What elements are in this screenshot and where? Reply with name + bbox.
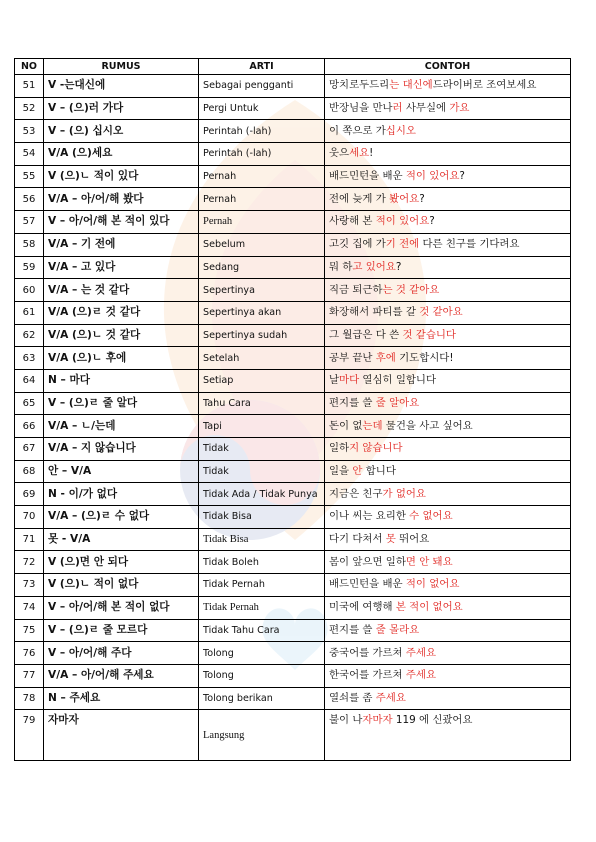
contoh-cell	[325, 664, 571, 687]
example-text: 전에 늦게 가	[329, 192, 390, 205]
example-text: 일을	[329, 465, 353, 478]
header-no: NO	[15, 59, 44, 75]
example-text: 편지를 쓸	[329, 396, 376, 409]
table-row	[15, 143, 571, 166]
table-row	[15, 528, 571, 551]
row-number: 57	[15, 211, 44, 234]
highlighted-grammar: 본 적이 없어요	[395, 601, 463, 614]
grammar-table-container	[14, 58, 570, 761]
row-number: 56	[15, 188, 44, 211]
example-text: 배드민턴을 배운	[329, 170, 406, 183]
row-number: 79	[15, 710, 44, 761]
row-number: 69	[15, 483, 44, 506]
row-number: 66	[15, 415, 44, 438]
arti-cell: Tidak Bisa	[199, 506, 325, 529]
table-row	[15, 75, 571, 98]
arti-cell: Tidak Ada / Tidak Punya	[199, 483, 325, 506]
highlighted-grammar: 고 있어요	[352, 260, 396, 273]
contoh-cell	[325, 279, 571, 302]
contoh-cell	[325, 301, 571, 324]
row-number: 65	[15, 392, 44, 415]
row-number: 74	[15, 596, 44, 619]
header-arti: ARTI	[199, 59, 325, 75]
rumus-cell: 못 - V/A	[44, 528, 199, 551]
example-text: 다른 친구를 기다려요	[419, 238, 520, 251]
example-text: 일하	[329, 442, 350, 455]
arti-cell: Tidak Tahu Cara	[199, 619, 325, 642]
contoh-cell	[325, 574, 571, 597]
arti-cell: Pernah	[199, 211, 325, 234]
arti-cell: Tolong berikan	[199, 687, 325, 710]
arti-cell: Perintah (-lah)	[199, 120, 325, 143]
rumus-cell: V (으)면 안 되다	[44, 551, 199, 574]
highlighted-grammar: 마다	[339, 374, 360, 387]
example-text: 다기 다쳐서	[329, 533, 386, 546]
highlighted-grammar: 기 전에	[385, 238, 420, 251]
contoh-cell	[325, 256, 571, 279]
example-text: 한국어를 가르쳐	[329, 669, 406, 682]
table-row	[15, 506, 571, 529]
example-text: 이 쪽으로 가	[329, 124, 386, 137]
highlighted-grammar: 것 같습니다	[402, 328, 456, 341]
contoh-cell	[325, 642, 571, 665]
highlighted-grammar: 는데	[362, 419, 383, 432]
arti-cell: Pernah	[199, 165, 325, 188]
arti-cell: Sebagai pengganti	[199, 75, 325, 98]
row-number: 54	[15, 143, 44, 166]
row-number: 73	[15, 574, 44, 597]
contoh-cell	[325, 506, 571, 529]
highlighted-grammar: 것 같아요	[419, 306, 463, 319]
rumus-cell: V/A – 고 있다	[44, 256, 199, 279]
highlighted-grammar: 면 안 돼요	[405, 555, 453, 568]
row-number: 76	[15, 642, 44, 665]
table-row	[15, 596, 571, 619]
arti-cell: Tidak Bisa	[199, 528, 325, 551]
contoh-cell	[325, 233, 571, 256]
row-number: 68	[15, 460, 44, 483]
highlighted-grammar: 가 없어요	[382, 487, 426, 500]
example-text: 망치로두드리	[329, 79, 390, 92]
highlighted-grammar: 후에	[375, 351, 396, 364]
row-number: 51	[15, 75, 44, 98]
row-number: 78	[15, 687, 44, 710]
example-text: 지금은 친구	[329, 487, 383, 500]
arti-cell: Tidak Boleh	[199, 551, 325, 574]
rumus-cell: V – 아/어/해 본 적이 없다	[44, 596, 199, 619]
example-text: 사무실에	[402, 102, 450, 115]
rumus-cell: V/A – 아/어/해 주세요	[44, 664, 199, 687]
example-text: 돈이 없	[329, 419, 363, 432]
arti-cell: Sebelum	[199, 233, 325, 256]
example-text: 물건을 사고 싶어요	[382, 419, 473, 432]
rumus-cell: N – 주세요	[44, 687, 199, 710]
contoh-cell	[325, 120, 571, 143]
example-text: 반장님을 만나	[329, 102, 393, 115]
highlighted-grammar: 주세요	[405, 669, 436, 682]
highlighted-grammar: 봤어요	[389, 192, 420, 205]
highlighted-grammar: 줄 알아요	[375, 396, 420, 409]
highlighted-grammar: 자마자	[362, 714, 393, 727]
contoh-cell	[325, 483, 571, 506]
rumus-cell: V/A (으)세요	[44, 143, 199, 166]
arti-cell: Sepertinya sudah	[199, 324, 325, 347]
row-number: 60	[15, 279, 44, 302]
contoh-cell	[325, 392, 571, 415]
highlighted-grammar: 적이 있어요	[375, 215, 430, 228]
contoh-cell	[325, 460, 571, 483]
arti-cell: Sepertinya	[199, 279, 325, 302]
contoh-cell	[325, 596, 571, 619]
highlighted-grammar: 주세요	[405, 646, 436, 659]
arti-cell: Pernah	[199, 188, 325, 211]
highlighted-grammar: 십시오	[385, 124, 416, 137]
highlighted-grammar: 적이 있어요	[405, 170, 460, 183]
highlighted-grammar: 가요	[449, 102, 470, 115]
table-row	[15, 165, 571, 188]
example-text: ?	[395, 260, 402, 273]
rumus-cell: V – (으)ㄹ 줄 알다	[44, 392, 199, 415]
row-number: 59	[15, 256, 44, 279]
row-number: 67	[15, 438, 44, 461]
example-text: 중국어를 가르쳐	[329, 646, 406, 659]
example-text: ?	[419, 192, 425, 205]
arti-cell: Tidak Pernah	[199, 574, 325, 597]
contoh-cell	[325, 165, 571, 188]
table-row	[15, 211, 571, 234]
example-text: 이나 씨는 요리한	[329, 510, 410, 523]
table-row	[15, 324, 571, 347]
rumus-cell: V – 아/어/해 주다	[44, 642, 199, 665]
table-row	[15, 301, 571, 324]
table-row	[15, 415, 571, 438]
example-text: 불이 나	[329, 714, 363, 727]
highlighted-grammar: 못	[385, 533, 396, 546]
row-number: 53	[15, 120, 44, 143]
example-text: 기도합시다!	[395, 351, 454, 364]
example-text: ?	[459, 170, 465, 183]
contoh-cell	[325, 369, 571, 392]
table-row	[15, 256, 571, 279]
example-text: ?	[429, 215, 435, 228]
example-text: 화장해서 파티를 갈	[329, 306, 420, 319]
row-number: 75	[15, 619, 44, 642]
rumus-cell: V/A – 아/어/해 봤다	[44, 188, 199, 211]
contoh-cell	[325, 619, 571, 642]
example-text: 119 에 신괐어요	[392, 714, 473, 727]
arti-cell: Tidak Pernah	[199, 596, 325, 619]
arti-cell: Tahu Cara	[199, 392, 325, 415]
contoh-cell	[325, 687, 571, 710]
example-text: 미국에 여행해	[329, 601, 396, 614]
highlighted-grammar: 안	[352, 465, 363, 478]
table-row	[15, 619, 571, 642]
row-number: 52	[15, 97, 44, 120]
example-text: 사랑해 본	[329, 215, 376, 228]
rumus-cell: V/A – (으)ㄹ 수 없다	[44, 506, 199, 529]
contoh-cell	[325, 75, 571, 98]
table-row	[15, 551, 571, 574]
highlighted-grammar: 수 없어요	[409, 510, 453, 523]
highlighted-grammar: 러	[392, 102, 403, 115]
table-row	[15, 369, 571, 392]
arti-cell: Tapi	[199, 415, 325, 438]
row-number: 70	[15, 506, 44, 529]
table-row	[15, 664, 571, 687]
rumus-cell: V/A – 지 않습니다	[44, 438, 199, 461]
table-row	[15, 438, 571, 461]
contoh-cell	[325, 211, 571, 234]
rumus-cell: V (으)ㄴ 적이 없다	[44, 574, 199, 597]
rumus-cell: V/A – 기 전에	[44, 233, 199, 256]
contoh-cell	[325, 324, 571, 347]
example-text: 직금 퇴근하	[329, 283, 383, 296]
example-text: 열심히 일합니다	[359, 374, 436, 387]
row-number: 72	[15, 551, 44, 574]
table-row	[15, 687, 571, 710]
row-number: 77	[15, 664, 44, 687]
arti-cell: Sedang	[199, 256, 325, 279]
example-text: 합니다	[362, 465, 396, 478]
row-number: 55	[15, 165, 44, 188]
rumus-cell: V – 아/어/해 본 적이 있다	[44, 211, 199, 234]
table-row	[15, 279, 571, 302]
highlighted-grammar: 줄 몰라요	[375, 623, 420, 636]
grammar-table	[14, 58, 571, 761]
contoh-cell	[325, 188, 571, 211]
table-row	[15, 347, 571, 370]
arti-cell: Setelah	[199, 347, 325, 370]
rumus-cell: 안 – V/A	[44, 460, 199, 483]
contoh-cell	[325, 710, 571, 761]
rumus-cell: V/A (으)ㄴ 것 같다	[44, 324, 199, 347]
example-text: 배드민턴을 배운	[329, 578, 406, 591]
highlighted-grammar: 는 것 같아요	[382, 283, 440, 296]
table-row	[15, 233, 571, 256]
contoh-cell	[325, 347, 571, 370]
table-row	[15, 460, 571, 483]
row-number: 61	[15, 301, 44, 324]
row-number: 71	[15, 528, 44, 551]
contoh-cell	[325, 528, 571, 551]
rumus-cell: V – (으)러 가다	[44, 97, 199, 120]
example-text: 드라이버로 조여보세요	[432, 79, 537, 92]
rumus-cell: 자마자	[44, 710, 199, 761]
example-text: 편지를 쓸	[329, 623, 376, 636]
example-text: 뭐 하	[329, 260, 353, 273]
example-text: 공부 끝난	[329, 351, 376, 364]
example-text: 몸이 앞으면 일하	[329, 555, 406, 568]
highlighted-grammar: 세요	[349, 147, 370, 160]
example-text: 웃으	[329, 147, 350, 160]
table-row	[15, 642, 571, 665]
example-text: 날	[329, 374, 340, 387]
contoh-cell	[325, 438, 571, 461]
table-row	[15, 483, 571, 506]
rumus-cell: V – (으) 십시오	[44, 120, 199, 143]
table-body	[15, 75, 571, 761]
arti-cell: Tidak	[199, 438, 325, 461]
arti-cell: Setiap	[199, 369, 325, 392]
table-row	[15, 120, 571, 143]
header-contoh: CONTOH	[325, 59, 571, 75]
arti-cell: Pergi Untuk	[199, 97, 325, 120]
table-row	[15, 188, 571, 211]
table-row	[15, 392, 571, 415]
highlighted-grammar: 적이 없어요	[405, 578, 460, 591]
arti-cell: Perintah (-lah)	[199, 143, 325, 166]
table-header-row	[15, 59, 571, 75]
row-number: 63	[15, 347, 44, 370]
contoh-cell	[325, 415, 571, 438]
example-text: !	[369, 147, 374, 160]
highlighted-grammar: 는 대신에	[389, 79, 433, 92]
example-text: 그 월급은 다 쓴	[329, 328, 403, 341]
table-row	[15, 97, 571, 120]
example-text: 열쇠를 좀	[329, 691, 376, 704]
table-row	[15, 710, 571, 761]
example-text: 고깃 집에 가	[329, 238, 386, 251]
contoh-cell	[325, 143, 571, 166]
rumus-cell: V/A – 는 것 같다	[44, 279, 199, 302]
row-number: 58	[15, 233, 44, 256]
rumus-cell: V (으)ㄴ 적이 있다	[44, 165, 199, 188]
header-rumus: RUMUS	[44, 59, 199, 75]
rumus-cell: V – (으)ㄹ 줄 모르다	[44, 619, 199, 642]
row-number: 64	[15, 369, 44, 392]
row-number: 62	[15, 324, 44, 347]
rumus-cell: N - 이/가 없다	[44, 483, 199, 506]
example-text: 뛰어요	[395, 533, 430, 546]
highlighted-grammar: 주세요	[375, 691, 406, 704]
rumus-cell: V/A (으)ㄹ 것 같다	[44, 301, 199, 324]
rumus-cell: V/A (으)ㄴ 후에	[44, 347, 199, 370]
table-row	[15, 574, 571, 597]
arti-cell: Langsung	[199, 710, 325, 761]
rumus-cell: N – 마다	[44, 369, 199, 392]
highlighted-grammar: 지 않습니다	[349, 442, 403, 455]
arti-cell: Sepertinya akan	[199, 301, 325, 324]
contoh-cell	[325, 551, 571, 574]
arti-cell: Tolong	[199, 664, 325, 687]
arti-cell: Tolong	[199, 642, 325, 665]
rumus-cell: V/A – ㄴ/는데	[44, 415, 199, 438]
contoh-cell	[325, 97, 571, 120]
arti-cell: Tidak	[199, 460, 325, 483]
rumus-cell: V -는대신에	[44, 75, 199, 98]
